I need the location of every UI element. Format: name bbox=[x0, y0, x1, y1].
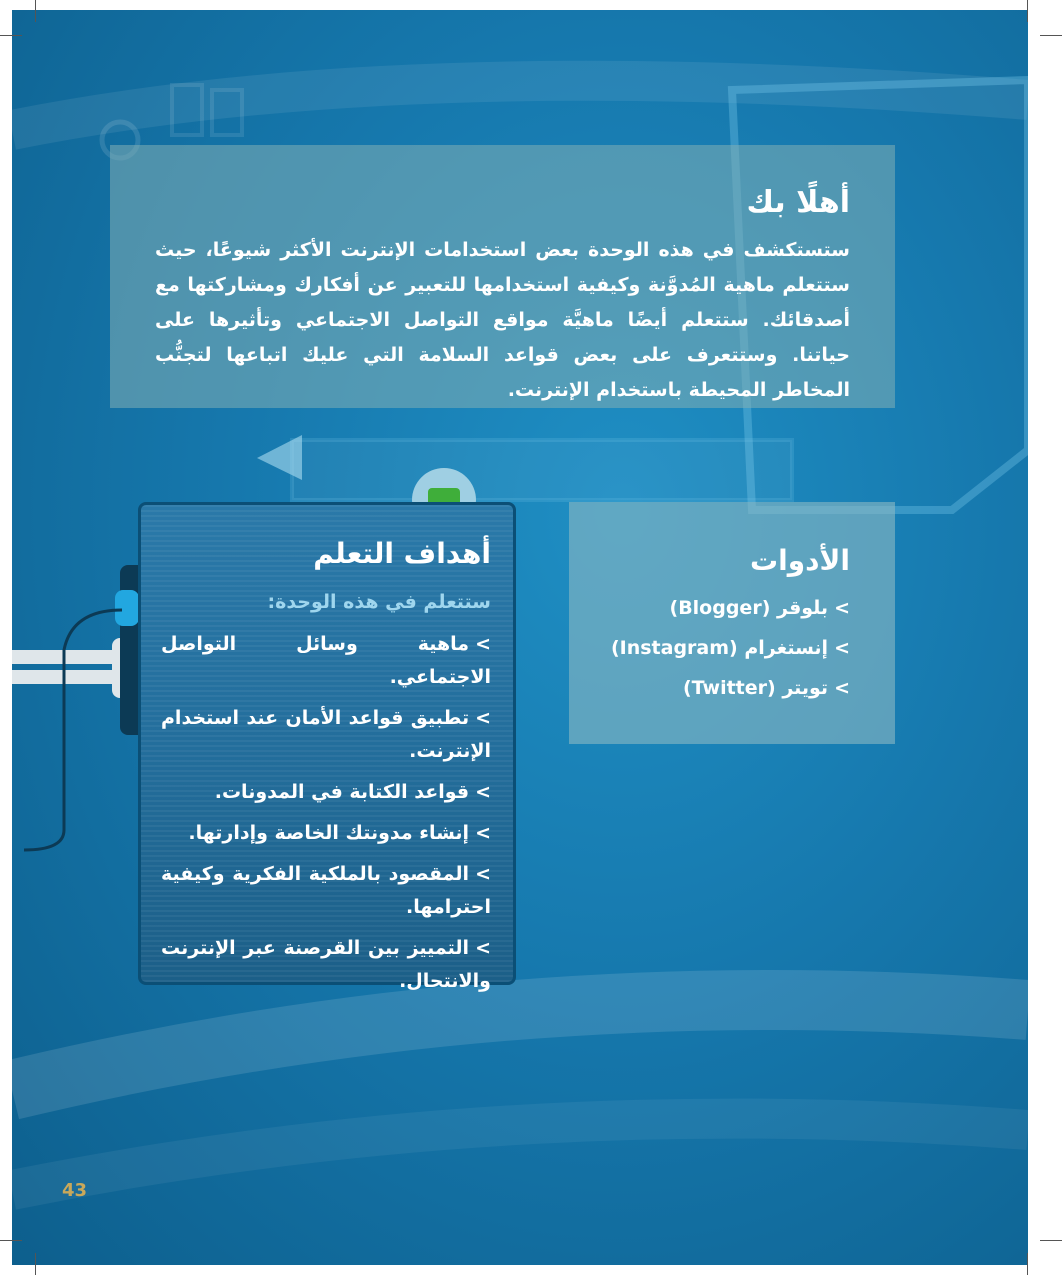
bullet-icon: > bbox=[834, 637, 850, 659]
tool-instagram: إنستغرام (Instagram) bbox=[610, 637, 829, 659]
bullet-icon: > bbox=[834, 677, 850, 699]
goal-text: قواعد الكتابة في المدونات. bbox=[214, 781, 470, 803]
goals-list bbox=[161, 628, 491, 1006]
list-item bbox=[161, 932, 491, 998]
learning-goals-panel bbox=[138, 502, 516, 992]
bullet-icon: > bbox=[475, 633, 491, 655]
crop-mark bbox=[0, 35, 22, 36]
list-item bbox=[611, 638, 850, 678]
crop-mark bbox=[35, 1253, 36, 1275]
welcome-body: ستستكشف في هذه الوحدة بعض استخدامات الإنترنت الأكثر شيوعًا، حيث ستتعلم ماهية المُدوَّنة وكيفية استخدامها للتعبير عن أفكارك ومشاركتها مع أصدقائك. ستتعلم أيضًا ماهيَّة مواقع التواصل الاجتماعي وتأثيرها على حياتنا. وستتعرف على بعض قواعد السلامة التي عليك اتباعها لتجنُّب المخاطر المحيطة باستخدام الإنترنت. bbox=[155, 239, 850, 401]
goal-text: إنشاء مدونتك الخاصة وإدارتها. bbox=[188, 822, 470, 844]
goal-text: التمييز بين القرصنة عبر الإنترنت والانتحال. bbox=[161, 937, 491, 992]
list-item bbox=[611, 598, 850, 638]
goals-intro: ستتعلم في هذه الوحدة: bbox=[267, 591, 491, 613]
bullet-icon: > bbox=[475, 707, 491, 729]
goals-title: أهداف التعلم bbox=[313, 537, 491, 570]
list-item bbox=[161, 628, 491, 694]
list-item bbox=[161, 776, 491, 809]
list-item bbox=[161, 817, 491, 850]
goal-text: تطبيق قواعد الأمان عند استخدام الإنترنت. bbox=[161, 707, 491, 762]
welcome-panel bbox=[110, 145, 895, 408]
bullet-icon: > bbox=[475, 863, 491, 885]
tools-panel bbox=[569, 502, 895, 744]
list-item bbox=[611, 678, 850, 718]
page-number: 43 bbox=[62, 1180, 88, 1201]
tool-twitter: تويتر (Twitter) bbox=[682, 677, 829, 699]
bullet-icon: > bbox=[475, 781, 491, 803]
bullet-icon: > bbox=[475, 937, 491, 959]
tools-list bbox=[611, 598, 850, 718]
crop-mark bbox=[1027, 1253, 1028, 1275]
crop-mark bbox=[1040, 35, 1062, 36]
crop-mark bbox=[1027, 0, 1028, 22]
list-item bbox=[161, 702, 491, 768]
welcome-title: أهلًا بك bbox=[746, 185, 850, 220]
tools-title: الأدوات bbox=[750, 544, 850, 577]
bullet-icon: > bbox=[475, 822, 491, 844]
crop-mark bbox=[35, 0, 36, 22]
list-item bbox=[161, 858, 491, 924]
bullet-icon: > bbox=[834, 597, 850, 619]
goal-text: ماهية وسائل التواصل الاجتماعي. bbox=[161, 633, 491, 688]
crop-mark bbox=[1040, 1240, 1062, 1241]
crop-mark bbox=[0, 1240, 22, 1241]
goal-text: المقصود بالملكية الفكرية وكيفية احترامها. bbox=[161, 863, 491, 918]
tool-blogger: بلوقر (Blogger) bbox=[669, 597, 829, 619]
